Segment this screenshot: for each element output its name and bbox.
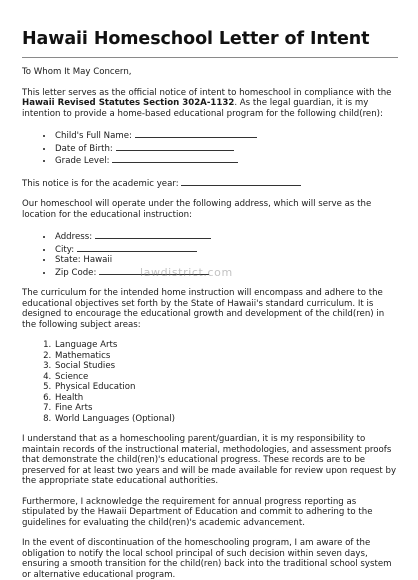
- address-item: [54, 255, 398, 266]
- salutation: To Whom It May Concern,: [22, 67, 132, 77]
- intro-paragraph: [22, 88, 398, 120]
- address-item: [54, 266, 398, 279]
- title-divider: [22, 57, 398, 58]
- city-label: City:: [55, 244, 75, 255]
- address-item: [54, 243, 398, 256]
- curriculum-paragraph: The curriculum for the intended home instruction will encompass and adhere to the educational objectives set forth by the State of Hawaii's standard curriculum. It is designed to encourage the educational growth and development of the child(ren) in the following subject areas:: [22, 288, 385, 330]
- date-of-birth-blank: [116, 142, 234, 151]
- document-title: Hawaii Homeschool Letter of Intent: [22, 29, 370, 49]
- academic-year-line: [22, 177, 398, 190]
- child-name-blank: [135, 129, 257, 138]
- subject-item: 4. Science: [54, 372, 398, 383]
- discontinuation-paragraph: In the event of discontinuation of the homeschooling program, I am aware of the obligation to notify the local school principal of such decision within seven days, ensuring a smooth transition for the child(ren) back into the traditional school system or alternative educational program.: [22, 538, 392, 580]
- subject-item: 5. Physical Education: [54, 382, 398, 393]
- subject-item: 3. Social Studies: [54, 361, 398, 372]
- grade-level-blank: [112, 154, 238, 163]
- address-intro-paragraph: Our homeschool will operate under the following address, which will serve as the location for the educational instruction:: [22, 199, 372, 220]
- statute-reference: Hawaii Revised Statutes Section 302A-1132: [22, 98, 235, 108]
- child-info-list: [22, 129, 398, 167]
- child-name-label: Child's Full Name:: [55, 131, 132, 141]
- subject-item: 7. Fine Arts: [54, 403, 398, 414]
- records-paragraph: I understand that as a homeschooling parent/guardian, it is my responsibility to maintain records of the instructional material, methodologies, and assessment proofs that demonstrate the child(ren)'s educational progress. These records are to be preserved for at least two years and will be made available for review upon request by the appropriate state educational authorities.: [22, 434, 397, 486]
- progress-reporting-paragraph: Furthermore, I acknowledge the requirement for annual progress reporting as stipulated by the Hawaii Department of Education and commit to adhering to the guidelines for evaluating the child(ren)'s academic advancement.: [22, 496, 373, 528]
- subject-item: 6. Health: [54, 393, 398, 404]
- academic-year-blank: [181, 177, 301, 186]
- address-label: Address:: [55, 232, 93, 242]
- zip-code-blank: [99, 266, 209, 275]
- intro-text-after: . As the legal guardian, it is my intention to provide a home-based educational program for the following child(ren):: [22, 98, 383, 119]
- subject-item: 2. Mathematics: [54, 351, 398, 362]
- grade-level-label: Grade Level:: [55, 156, 110, 166]
- intro-text-before: This letter serves as the official notice of intent to homeschool in compliance with the: [22, 87, 392, 98]
- subject-item: 1. Language Arts: [54, 340, 398, 351]
- child-info-item: [54, 129, 398, 142]
- zip-code-label: Zip Code:: [55, 267, 97, 278]
- address-blank: [95, 230, 211, 239]
- address-list: [22, 230, 398, 278]
- child-info-item: [54, 154, 398, 167]
- subject-list: [22, 340, 398, 424]
- subject-item: 8. World Languages (Optional): [54, 414, 398, 425]
- watermark: lawdistrict.com: [140, 266, 233, 279]
- academic-year-label: This notice is for the academic year:: [22, 178, 179, 189]
- state-label: State: Hawaii: [55, 255, 113, 265]
- child-info-item: [54, 142, 398, 155]
- address-item: [54, 230, 398, 243]
- city-blank: [77, 243, 197, 252]
- date-of-birth-label: Date of Birth:: [55, 143, 113, 154]
